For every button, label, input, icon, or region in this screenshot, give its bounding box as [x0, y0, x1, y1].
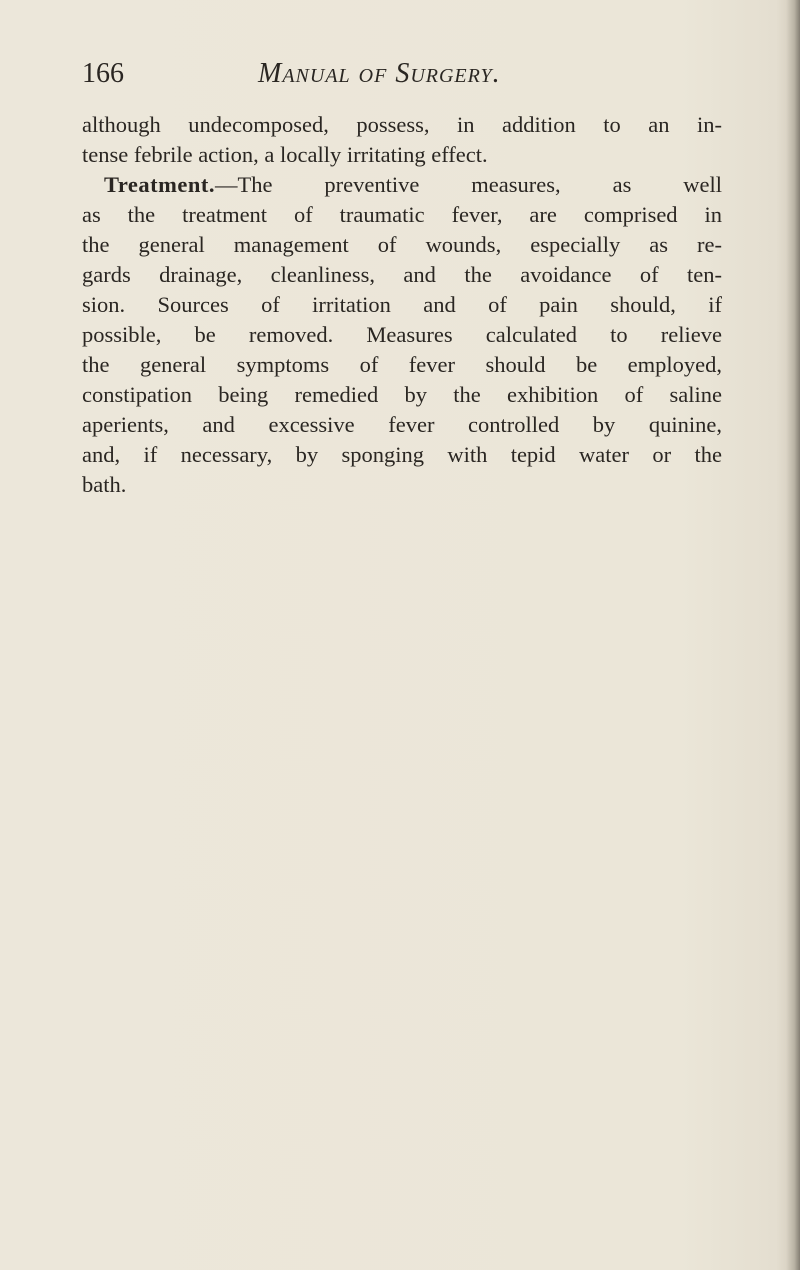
text-line: although undecomposed, possess, in addition to an in- [82, 112, 722, 137]
page-edge-shadow [786, 0, 800, 1270]
text-line: the general management of wounds, especially as re- [82, 232, 722, 257]
running-title: Manual of Surgery. [258, 58, 501, 89]
text-line: aperients, and excessive fever controlled by quinine, [82, 412, 722, 437]
text-line: the general symptoms of fever should be employed, [82, 352, 722, 377]
page-number: 166 [82, 58, 124, 89]
text-line-with-heading [82, 170, 722, 200]
text-line: and, if necessary, by sponging with tepid water or the [82, 442, 722, 467]
text-line-remainder: —The preventive measures, as well [215, 172, 722, 197]
text-line: bath. [82, 472, 127, 497]
running-head [82, 58, 722, 98]
section-heading-treatment: Treatment. [104, 172, 216, 197]
text-line: constipation being remedied by the exhibition of saline [82, 382, 722, 407]
text-line: tense febrile action, a locally irritating effect. [82, 142, 488, 167]
text-line: possible, be removed. Measures calculated to relieve [82, 322, 722, 347]
text-line: as the treatment of traumatic fever, are comprised in [82, 202, 722, 227]
text-line: gards drainage, cleanliness, and the avoidance of ten- [82, 262, 722, 287]
text-line: sion. Sources of irritation and of pain should, if [82, 292, 722, 317]
body-paragraphs [82, 110, 722, 500]
